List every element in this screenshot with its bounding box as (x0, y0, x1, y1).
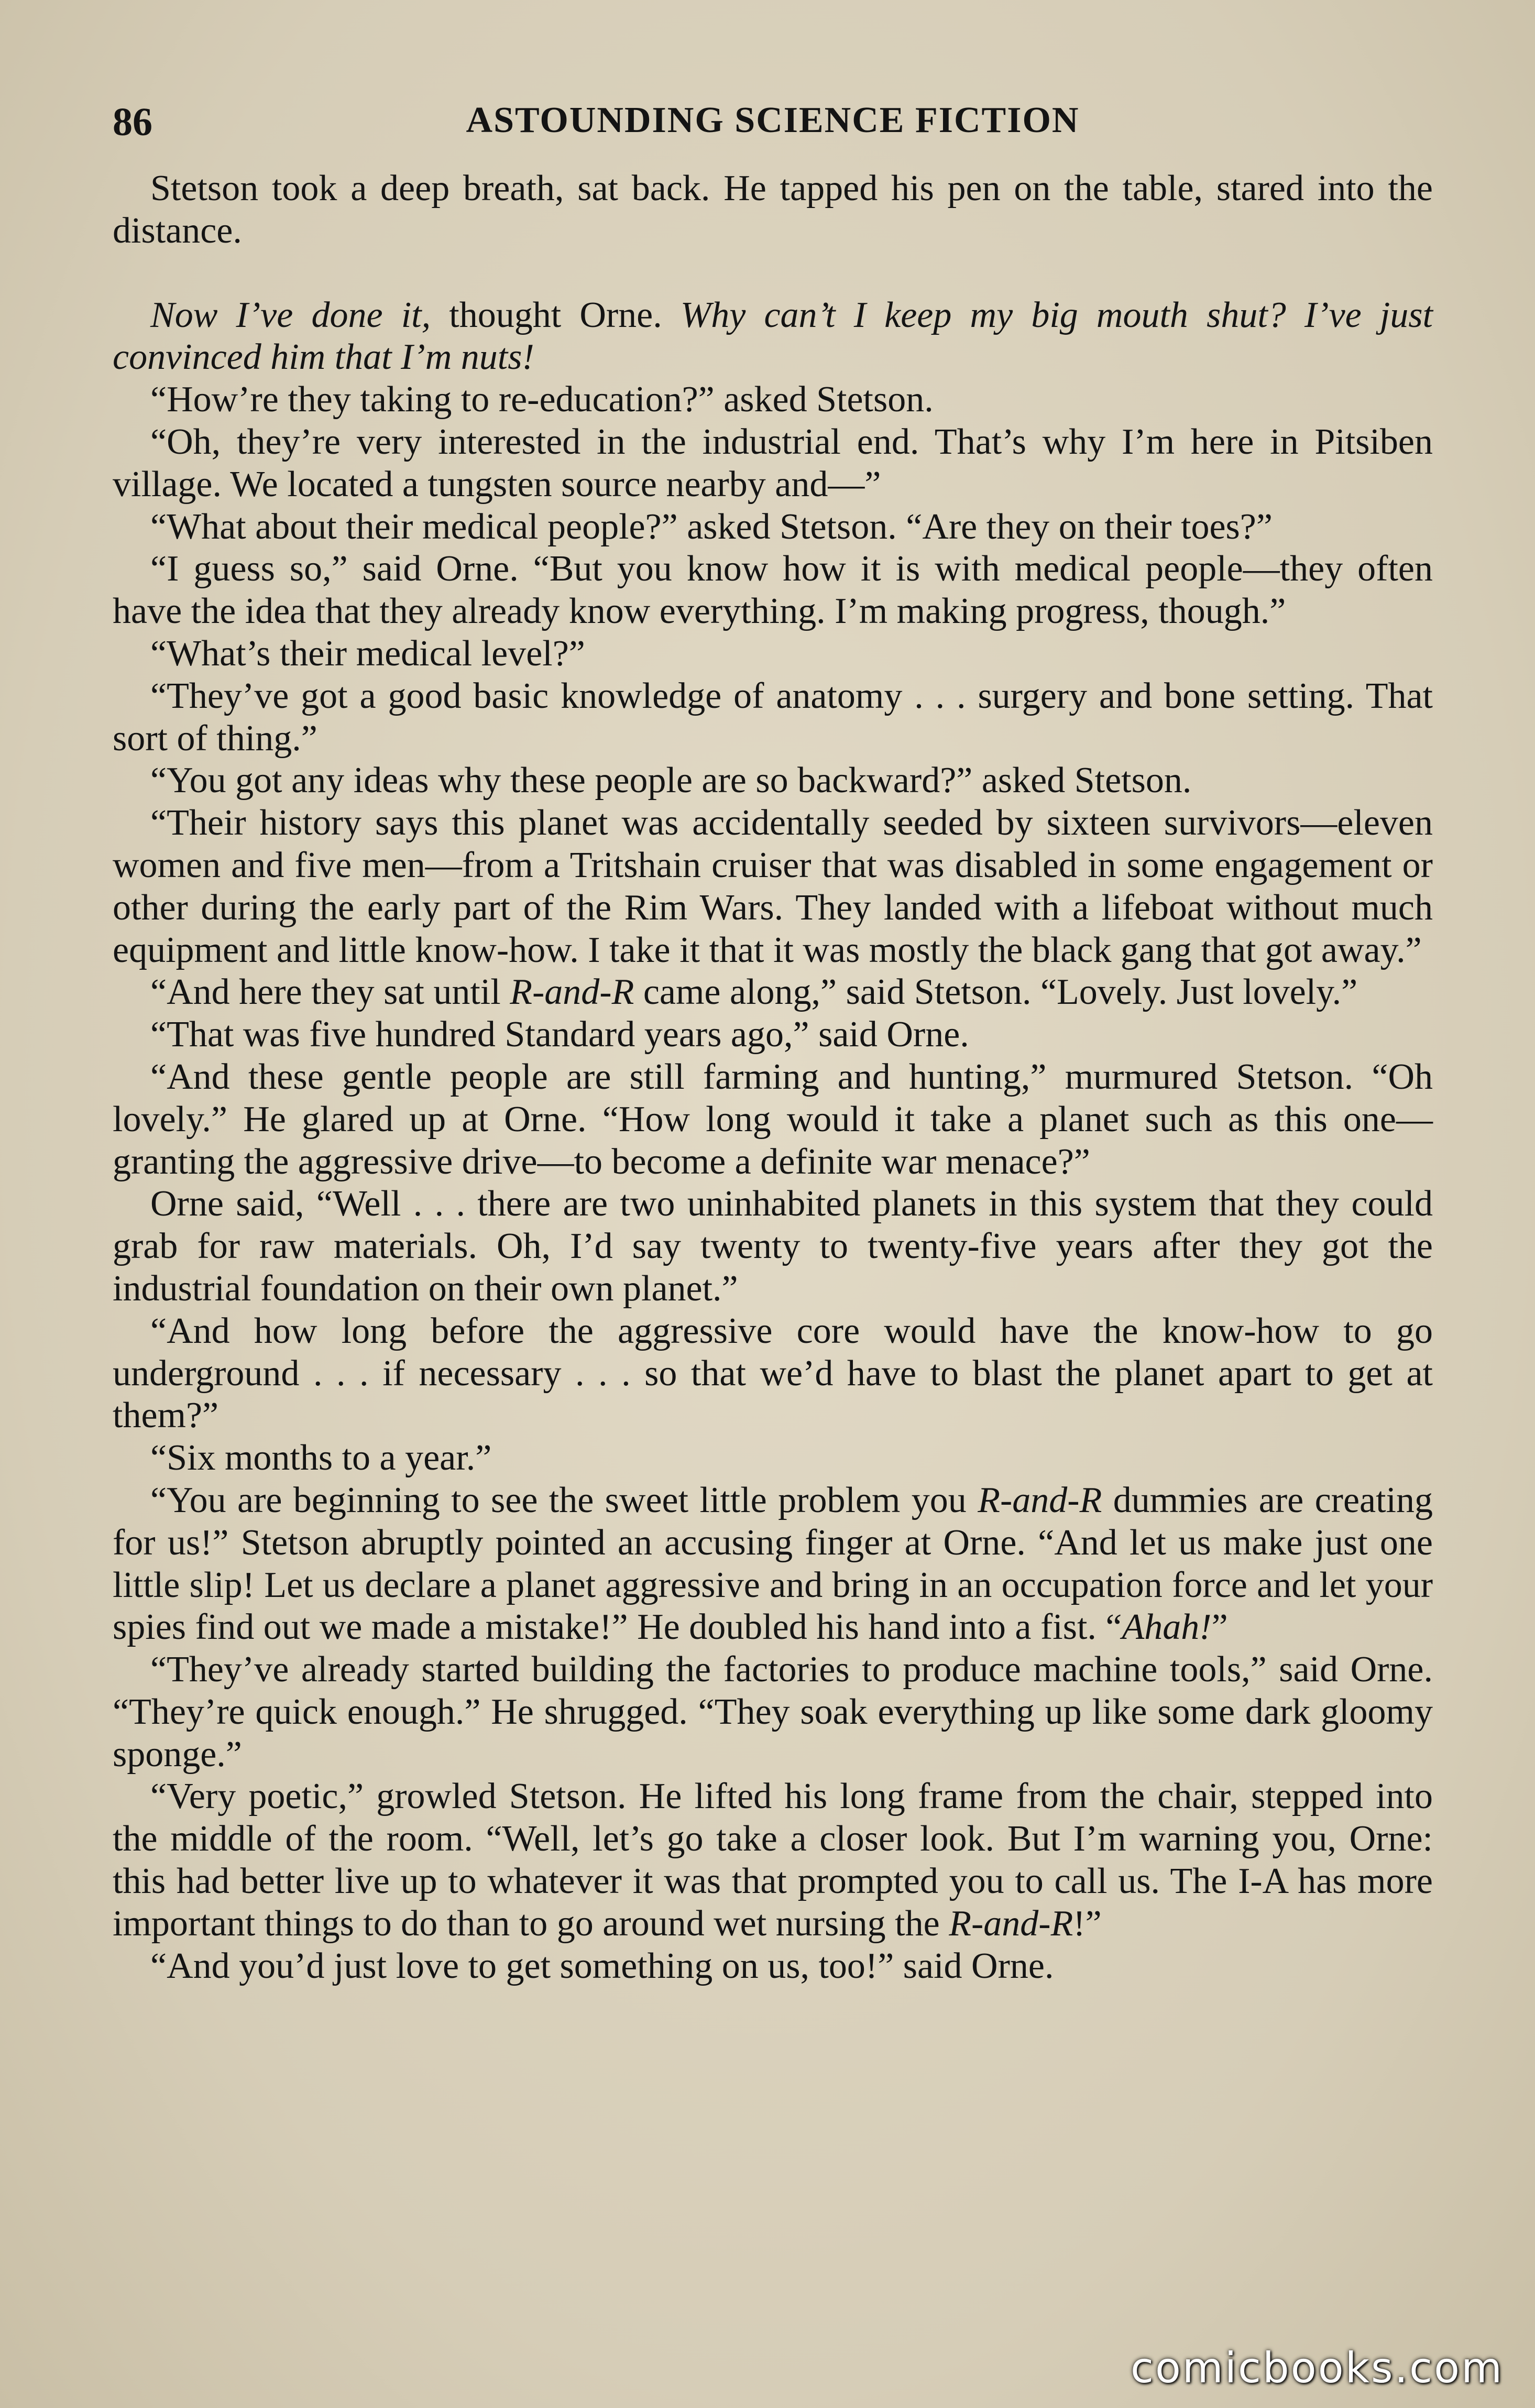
text-run: “Oh, they’re very interested in the industrial end. That’s why I’m here in Pitsiben village. We located a tungsten source nearby and—” (113, 421, 1433, 505)
text-run: “They’ve already started building the factories to produce machine tools,” said Orne. “They’re quick enough.” He shrugged. “They soak everything up like some dark gloomy sponge.” (113, 1649, 1433, 1775)
paragraph (113, 971, 1433, 1014)
page-header (113, 100, 1433, 152)
paragraph (113, 1437, 1433, 1480)
italic-run: R-and-R (978, 1480, 1102, 1520)
text-run: “How’re they taking to re-education?” asked Stetson. (150, 379, 934, 420)
text-run: “You are beginning to see the sweet little problem you (150, 1480, 978, 1520)
text-run: “What’s their medical level?” (150, 633, 585, 674)
paragraph (113, 379, 1433, 421)
text-run: Stetson took a deep breath, sat back. He tapped his pen on the table, stared into the distance. (113, 168, 1433, 251)
paragraph (113, 802, 1433, 971)
paragraph (113, 506, 1433, 549)
text-run: Orne said, “Well . . . there are two uninhabited planets in this system that they could grab for raw materials. Oh, I’d say twenty to twenty-five years after they got the industrial foundation on their own planet.” (113, 1184, 1433, 1309)
italic-run: Ahah! (1122, 1607, 1212, 1648)
italic-run: R-and-R (510, 972, 634, 1013)
paragraph (113, 1056, 1433, 1183)
body-text (113, 168, 1433, 2295)
running-title: ASTOUNDING SCIENCE FICTION (466, 100, 1080, 140)
paragraph (113, 675, 1433, 760)
italic-run: R-and-R (949, 1903, 1073, 1944)
paragraph (113, 1014, 1433, 1056)
text-run: “And these gentle people are still farming and hunting,” murmured Stetson. “Oh lovely.” He glared up at Orne. “How long would it take a planet such as this one—granting the aggressive drive—to become a definite war menace?” (113, 1056, 1433, 1182)
paragraph-gap (113, 253, 1433, 294)
text-run: !” (1073, 1903, 1102, 1944)
text-run: dummies are creating for us!” Stetson abruptly pointed an accusing finger at Orne. “And let us make just one little slip! Let us declare a planet aggressive and bring in an occupation force and let your spies find out we made a mistake!” He doubled his hand into a fist. “ (113, 1480, 1433, 1648)
text-run: “They’ve got a good basic knowledge of anatomy . . . surgery and bone setting. That sort of thing.” (113, 675, 1433, 759)
text-run: “And you’d just love to get something on us, too!” said Orne. (150, 1945, 1054, 1986)
text-run: “You got any ideas why these people are so backward?” asked Stetson. (150, 760, 1192, 801)
page-number: 86 (113, 100, 152, 144)
paragraph (113, 1480, 1433, 1649)
text-run: “And how long before the aggressive core would have the know-how to go underground . . . if necessary . . . so that we’d have to blast the planet apart to get at them?” (113, 1310, 1433, 1436)
paragraph (113, 421, 1433, 506)
text-run: “That was five hundred Standard years ago,” said Orne. (150, 1014, 969, 1055)
text-run: “Their history says this planet was accidentally seeded by sixteen survivors—eleven women and five men—from a Tritshain cruiser that was disabled in some engagement or other during the early part of the Rim Wars. They landed with a lifeboat without much equipment and little know-how. I take it that it was mostly the black gang that got away.” (113, 803, 1433, 970)
text-run: “Six months to a year.” (150, 1438, 492, 1479)
text-run: “I guess so,” said Orne. “But you know how it is with medical people—they often have the idea that they already know everything. I’m making progress, though.” (113, 549, 1433, 632)
paragraph (113, 760, 1433, 802)
paragraph (113, 1945, 1433, 1988)
text-run: “What about their medical people?” asked Stetson. “Are they on their toes?” (150, 506, 1273, 547)
text-run: ” (1211, 1607, 1228, 1648)
paragraph (113, 1183, 1433, 1310)
text-run: thought Orne. (431, 294, 681, 335)
paragraph (113, 294, 1433, 379)
paragraph (113, 168, 1433, 253)
watermark-logo: comicbooks.com (1130, 2344, 1504, 2392)
text-run: “And here they sat until (150, 972, 510, 1013)
paragraph (113, 548, 1433, 633)
paragraph (113, 1649, 1433, 1776)
text-run: “Very poetic,” growled Stetson. He lifted his long frame from the chair, stepped into the middle of the room. “Well, let’s go take a closer look. But I’m warning you, Orne: this had better live up to whatever it was that prompted you to call us. The I-A has more important things to do than to go around wet nursing the (113, 1776, 1433, 1944)
paragraph (113, 1776, 1433, 1945)
italic-run: Why can’t I keep my big mouth shut? I’ve just convinced him that I’m nuts! (113, 294, 1433, 378)
text-run: came along,” said Stetson. “Lovely. Just lovely.” (634, 972, 1358, 1013)
paragraph (113, 633, 1433, 675)
paragraph (113, 1310, 1433, 1437)
italic-run: Now I’ve done it, (150, 294, 431, 335)
